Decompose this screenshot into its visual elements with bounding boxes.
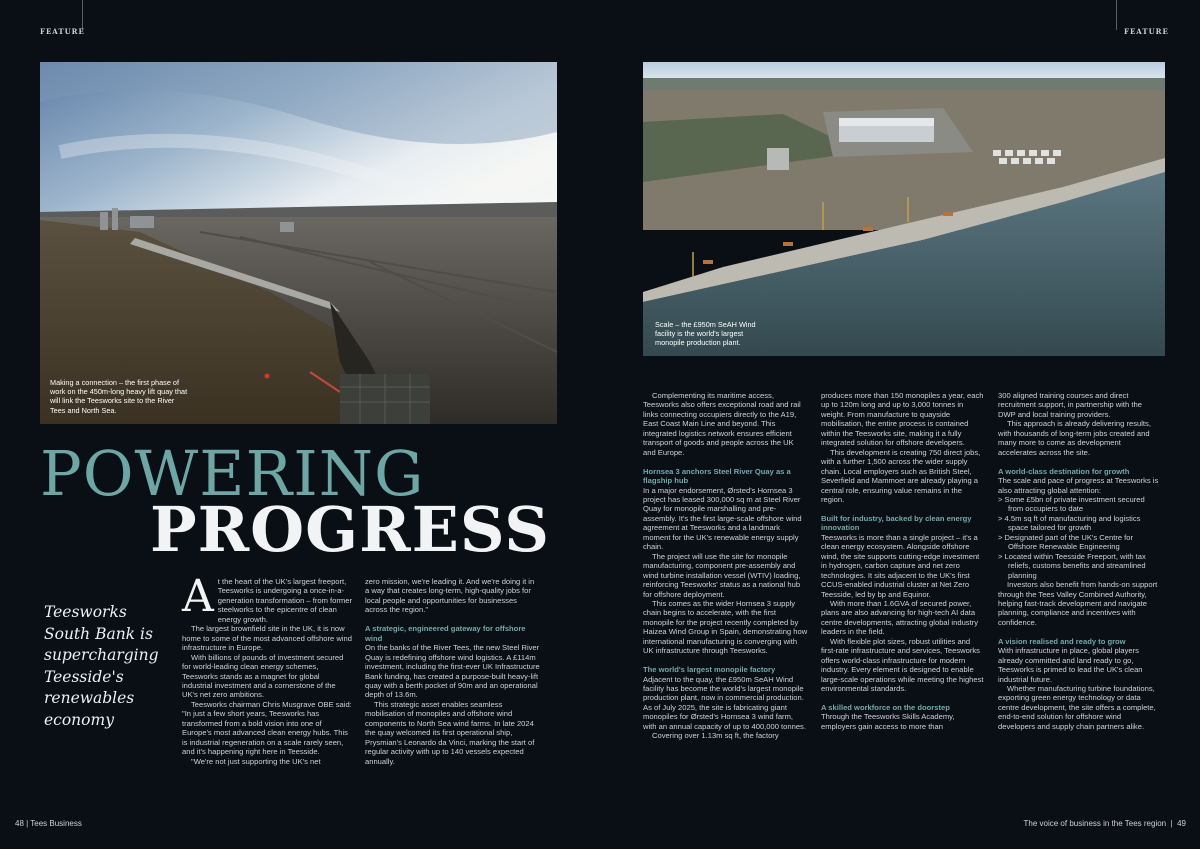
article-paragraph: Teesworks is more than a single project – it's a clean energy ecosystem. Alongside offshore wind, the site supports cutting-edge investment in hydrogen, carbon capture and net zero technologies. It sits adjacent to the UK's first CCUS-enabled industrial cluster at Net Zero Teesside, led by bp and Equinor. xyxy=(821,532,980,599)
article-paragraph: In a major endorsement, Ørsted's Hornsea 3 project has leased 300,000 sq m at Steel River Quay for monopile marshalling and pre-assembly. It's the first large-scale offshore wind agreement at Teesworks and a landmark moment for the UK's renewable energy supply chain. xyxy=(643,485,802,552)
header-rule-left xyxy=(82,0,83,30)
article-paragraph: At the heart of the UK's largest freeport, Teesworks is undergoing a once-in-a-generation transformation – from former steelworks to the epicentre of clean energy growth. xyxy=(182,571,352,624)
article-column-3 xyxy=(643,391,808,741)
photo-caption-right: Scale – the £950m SeAH Wind facility is the world's largest monopile production plant. xyxy=(655,320,756,348)
photo-caption-left: Making a connection – the first phase of work on the 450m-long heavy lift quay that will link the Teesworks site to the River Tees and North Sea. xyxy=(50,378,188,415)
article-paragraph: The project will use the site for monopile manufacturing, component pre-assembly and wind turbine installation vessel (WTIV) loading, reinforcing Teesworks' status as a national hub for offshore deployment. xyxy=(643,551,801,599)
subheading: Hornsea 3 anchors Steel River Quay as a flagship hub xyxy=(643,466,791,486)
drop-cap: A xyxy=(182,571,214,622)
article-column-4 xyxy=(821,391,986,731)
subheading: The world's largest monopile factory xyxy=(643,665,776,675)
article-paragraph: Whether manufacturing turbine foundations, exporting green energy technology or data centre development, the site offers a complete, end-to-end solution for offshore wind developers and supply chain partners alike. xyxy=(998,684,1156,731)
article-paragraph: With billions of pounds of investment secured for world-leading clean energy schemes, Teesworks stands as a magnet for global industrial investment and a cornerstone of the UK's net zero ambitions. xyxy=(182,652,344,700)
article-paragraph: This development is creating 750 direct jobs, with a further 1,500 across the wider supply chain. Local employers such as British Steel, Severfield and Mammoet are already playing a central role, ensuring value remains in the region. xyxy=(821,447,981,504)
article-column-5 xyxy=(998,391,1160,731)
article-paragraph: Adjacent to the quay, the £950m SeAH Wind facility has become the world's largest monopile production plant, now in commercial production. As of July 2025, the site is fabricating giant monopiles for Ørsted's Hornsea 3 wind farm, with an annual capacity of up to 400,000 tonnes. xyxy=(643,674,806,731)
list-item: > Designated part of the UK's Centre for Offshore Renewable Engineering xyxy=(998,532,1134,552)
article-paragraph: On the banks of the River Tees, the new Steel River Quay is redefining offshore wind logistics. A £114m investment, including the first-ever UK Infrastructure Bank funding, has created a purpose-built heavy-lift quay with a berth pocket of 90m and an operational depth of 13.6m. xyxy=(365,643,540,700)
subheading: A world-class destination for growth xyxy=(998,466,1130,476)
list-item: > Located within Teesside Freeport, with tax reliefs, customs benefits and streamlined planning xyxy=(998,551,1146,580)
standfirst: Teesworks South Bank is supercharging Teesside's renewables economy xyxy=(44,603,159,729)
article-paragraph: "We're not just supporting the UK's net xyxy=(191,756,321,766)
header-rule-right xyxy=(1116,0,1117,30)
footer-right-folio: The voice of business in the Tees region | 49 xyxy=(1023,819,1186,828)
article-column-1 xyxy=(182,571,352,766)
aerial-photo-factory xyxy=(643,62,1165,356)
article-column-2 xyxy=(365,577,540,766)
article-paragraph: 300 aligned training courses and direct recruitment support, in partnership with the DWP and local training providers. xyxy=(998,391,1142,419)
subheading: A strategic, engineered gateway for offshore wind xyxy=(365,624,526,643)
article-paragraph: Covering over 1.13m sq ft, the factory xyxy=(652,731,779,741)
footer-left-folio: 48 | Tees Business xyxy=(15,819,82,828)
article-paragraph: This strategic asset enables seamless mobilisation of monopiles and offshore wind components to North Sea wind farms. In late 2024 the quay welcomed its first operational ship, Prysmian's Leonardo da Vinci, marking the start of regular activity with up to 140 vessels expected annually. xyxy=(365,699,535,766)
article-paragraph: The largest brownfield site in the UK, it is now home to some of the most advanced offshore wind infrastructure in Europe. xyxy=(182,624,352,653)
article-paragraph: Investors also benefit from hands-on support through the Tees Valley Combined Authority, helping fast-track development and navigate planning, compliance and incentives with confidence. xyxy=(998,580,1158,627)
article-paragraph: produces more than 150 monopiles a year, each up to 120m long and up to 3,000 tonnes in weight. From manufacture to quayside mobilisation, the entire process is contained within the Teesworks site, making it a fully integrated solution for offshore developers. xyxy=(821,391,984,448)
list-item: > Some £5bn of private investment secured from occupiers to date xyxy=(998,494,1145,514)
article-paragraph: The scale and pace of progress at Teesworks is also attracting global attention: xyxy=(998,476,1159,495)
article-paragraph: This comes as the wider Hornsea 3 supply chain begins to accelerate, with the first monopile for the project recently completed by Haizea Wind Group in Spain, demonstrating how international manufacturing is converging with UK infrastructure through Teesworks. xyxy=(643,598,808,656)
article-paragraph: With flexible plot sizes, robust utilities and first-rate infrastructure and services, Teesworks offers world-class infrastructure for modern industry. Every element is designed to enable large-scale operations while meeting the highest environmental standards. xyxy=(821,636,984,694)
subheading: Built for industry, backed by clean energy innovation xyxy=(821,513,972,533)
subheading: A skilled workforce on the doorstep xyxy=(821,702,950,712)
subheading: A vision realised and ready to grow xyxy=(998,636,1126,646)
headline-line-2: PROGRESS xyxy=(150,493,551,566)
article-paragraph: Teesworks chairman Chris Musgrave OBE said: "In just a few short years, Teesworks has transformed from a bold vision into one of Europe's most advanced clean energy hubs. This is industrial regeneration on a scale rarely seen, and it's happening right here in Teesside. xyxy=(182,699,352,757)
article-paragraph: Complementing its maritime access, Teesworks also offers exceptional road and rail links connecting occupiers directly to the A19, East Coast Main Line and beyond. This integrated logistics network ensures efficient transport of goods and people across the UK and Europe. xyxy=(643,391,801,457)
article-paragraph: With more than 1.6GVA of secured power, plans are also advancing for high-tech AI data centre developments, attracting global industry leaders in the field. xyxy=(821,598,979,637)
bullet-list xyxy=(998,495,1160,580)
article-paragraph: zero mission, we're leading it. And we're doing it in a way that creates long-term, high-quality jobs for local people and opportunities for businesses across the region." xyxy=(365,577,535,615)
section-label-right: FEATURE xyxy=(1124,27,1169,36)
headline-line-1: POWERING xyxy=(40,437,425,510)
article-paragraph: Through the Teesworks Skills Academy, employers gain access to more than xyxy=(821,712,955,731)
aerial-photo-quay xyxy=(40,62,557,424)
article-paragraph: With infrastructure in place, global players already committed and land ready to go, Teesworks is primed to lead the UK's clean industrial future. xyxy=(998,646,1143,684)
list-item: > 4.5m sq ft of manufacturing and logistics space tailored for growth xyxy=(998,513,1141,533)
section-label-left: FEATURE xyxy=(40,27,85,36)
article-paragraph: This approach is already delivering results, with thousands of long-term jobs created and many more to come as development accelerates across the site. xyxy=(998,419,1151,457)
